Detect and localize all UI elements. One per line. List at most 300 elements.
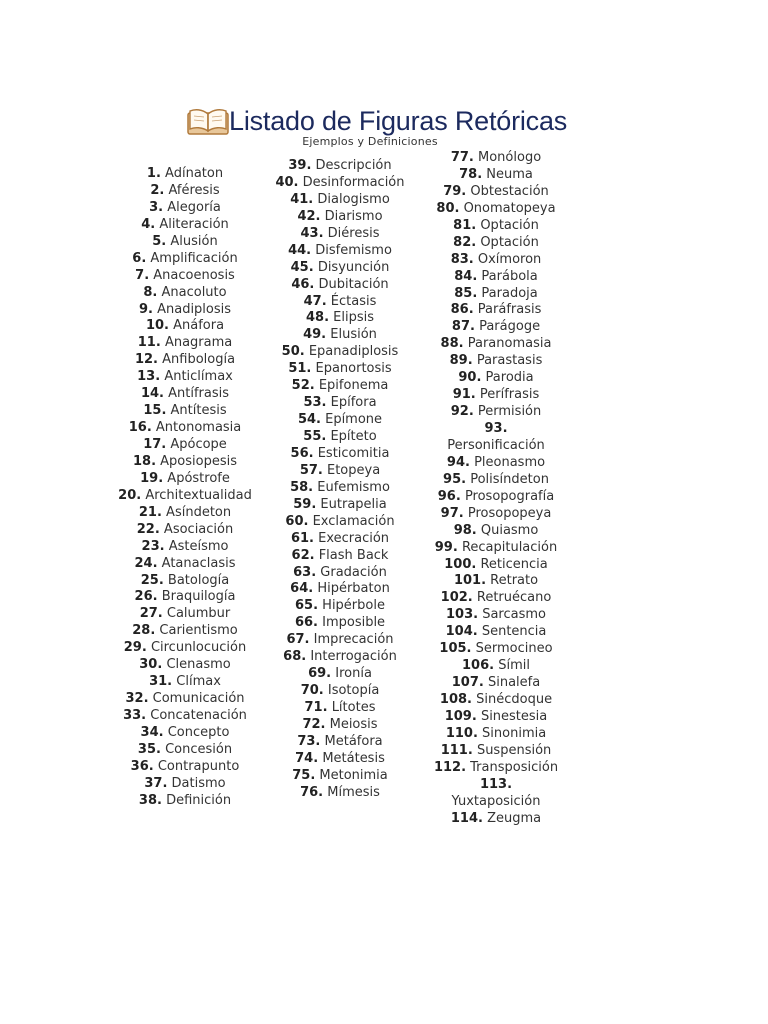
list-item (418, 489, 574, 506)
item-term: Sarcasmo (482, 607, 546, 623)
list-item (262, 632, 418, 649)
list-item (262, 260, 418, 277)
list-item (262, 209, 418, 226)
list-item (108, 268, 262, 285)
item-number: 32. (125, 691, 149, 707)
list-item (262, 531, 418, 548)
item-number: 11. (137, 335, 161, 351)
item-term: Diarismo (324, 208, 383, 224)
list-item (262, 565, 418, 582)
item-number: 10. (145, 318, 169, 334)
list-item (262, 649, 418, 666)
item-number: 78. (459, 166, 483, 182)
list-item (262, 327, 418, 344)
item-number: 17. (143, 437, 167, 452)
list-item (262, 514, 418, 531)
item-term: Hipérbaton (317, 581, 390, 597)
item-number: 40. (275, 174, 299, 190)
item-number: 18. (132, 453, 157, 469)
item-term: Onomatopeya (463, 200, 556, 216)
item-number: 56. (290, 445, 314, 461)
item-term: Sermocineo (475, 641, 553, 657)
list-item (262, 734, 418, 751)
page-title: Listado de Figuras Retóricas (229, 105, 568, 136)
list-item (418, 523, 574, 540)
item-number: 64. (290, 581, 314, 597)
item-number: 42. (297, 208, 321, 224)
item-term: Apócope (170, 437, 227, 452)
item-term: Prosopopeya (467, 505, 552, 521)
list-item (418, 540, 574, 557)
list-item (108, 573, 262, 590)
list-item (108, 488, 262, 505)
list-item (418, 624, 574, 641)
list-item (418, 590, 574, 607)
list-item (108, 335, 262, 352)
item-term: Imprecación (313, 632, 394, 648)
list-item (108, 251, 262, 268)
list-item (108, 759, 262, 776)
item-term: Optación (480, 234, 539, 250)
list-item (262, 243, 418, 260)
column-3 (418, 150, 574, 828)
item-number: 113. (479, 776, 513, 792)
list-item (262, 294, 418, 311)
list-item (108, 657, 262, 674)
list-item (262, 768, 418, 785)
item-term: Braquilogía (161, 589, 236, 605)
list-item (262, 158, 418, 175)
item-term: Sinonimia (482, 725, 547, 741)
item-term: Atanaclasis (161, 555, 236, 571)
list-item (418, 455, 574, 472)
list-item (108, 234, 262, 251)
item-term: Aféresis (168, 182, 220, 198)
list-item (108, 640, 262, 657)
item-number: 60. (285, 513, 309, 529)
list-item (108, 437, 262, 454)
list-item (262, 598, 418, 615)
item-number: 28. (132, 623, 156, 639)
item-term: Sentencia (481, 624, 547, 640)
item-term: Transposición (470, 759, 559, 775)
item-term: Paráfrasis (477, 302, 542, 318)
item-term: Quiasmo (480, 522, 539, 538)
list-item (418, 709, 574, 726)
item-term: Permisión (477, 404, 542, 420)
list-item (418, 336, 574, 353)
item-term: Carientismo (159, 623, 238, 639)
item-number: 43. (300, 225, 324, 241)
item-number: 9. (138, 301, 153, 317)
item-term: Interrogación (310, 649, 397, 665)
item-number: 101. (453, 573, 487, 589)
item-term: Suspensión (476, 742, 552, 758)
list-item (262, 666, 418, 683)
list-item (108, 318, 262, 335)
item-number: 69. (308, 666, 332, 682)
item-number: 39. (288, 158, 312, 173)
list-item (108, 606, 262, 623)
item-term: Architextualidad (145, 487, 252, 503)
list-item (108, 505, 262, 522)
list-item (108, 589, 262, 606)
item-term: Éctasis (330, 293, 377, 309)
item-number: 12. (134, 352, 158, 368)
title-row (187, 104, 567, 138)
list-item (108, 539, 262, 556)
item-number: 46. (291, 276, 315, 292)
item-number: 14. (140, 386, 164, 402)
list-item (418, 302, 574, 319)
item-number: 108. (439, 692, 472, 707)
item-number: 85. (454, 285, 478, 301)
item-number: 6. (132, 250, 147, 266)
list-item (108, 623, 262, 640)
item-term: Anagrama (164, 335, 233, 351)
item-number: 48. (305, 310, 330, 326)
item-number: 30. (139, 657, 163, 673)
list-item (108, 708, 262, 725)
item-number: 97. (440, 505, 464, 521)
list-item (418, 557, 574, 574)
list-item (418, 658, 574, 675)
item-number: 31. (149, 674, 173, 690)
list-item (262, 717, 418, 734)
item-term: Comunicación (152, 691, 245, 707)
list-item (262, 700, 418, 717)
item-term: Símil (498, 658, 530, 674)
item-term: Zeugma (487, 810, 542, 826)
item-term: Retrato (490, 573, 539, 589)
item-number: 110. (445, 725, 478, 741)
item-number: 106. (462, 658, 495, 674)
item-term: Reticencia (480, 556, 548, 572)
item-term: Monólogo (478, 150, 542, 165)
list-item (418, 201, 574, 218)
item-number: 70. (300, 683, 324, 699)
item-term: Lítotes (331, 700, 376, 715)
item-term: Batología (167, 572, 230, 588)
item-term: Dubitación (318, 276, 389, 292)
item-number: 95. (443, 471, 467, 487)
item-term: Imposible (322, 615, 386, 631)
item-number: 94. (446, 454, 470, 470)
item-number: 37. (144, 775, 168, 791)
item-number: 76. (300, 784, 324, 800)
item-term: Alegoría (167, 199, 221, 215)
item-number: 13. (137, 369, 161, 385)
item-term: Obtestación (470, 183, 549, 199)
item-term: Alusión (170, 233, 218, 249)
item-term: Parodia (485, 370, 534, 386)
list-item (108, 369, 262, 386)
list-item (108, 352, 262, 369)
item-term: Clenasmo (166, 657, 231, 673)
item-number: 8. (143, 284, 158, 300)
item-term: Parábola (481, 268, 538, 284)
item-term: Aliteración (159, 216, 229, 232)
list-item (262, 446, 418, 463)
item-term: Desinformación (302, 174, 405, 190)
item-term: Parágoge (479, 319, 541, 335)
item-number: 4. (141, 216, 156, 232)
item-term: Isotopía (327, 683, 380, 699)
item-number: 65. (295, 598, 319, 614)
item-term: Aposiopesis (160, 453, 238, 469)
item-number: 25. (140, 572, 164, 588)
column-2 (262, 158, 418, 802)
item-term: Oxímoron (477, 251, 542, 267)
item-term: Epímone (325, 412, 383, 428)
list-item (262, 548, 418, 565)
item-term: Metáfora (324, 733, 383, 749)
list-item (418, 370, 574, 387)
item-term: Flash Back (318, 547, 389, 563)
item-term: Retruécano (476, 590, 552, 606)
list-item (418, 167, 574, 184)
item-term: Asíndeton (166, 504, 232, 520)
item-number: 7. (135, 267, 150, 283)
list-item (418, 235, 574, 252)
item-term: Eutrapelia (320, 496, 387, 512)
list-item (262, 175, 418, 192)
item-term: Apóstrofe (167, 470, 230, 486)
item-term: Definición (166, 792, 232, 808)
item-term: Yuxtaposición (451, 793, 541, 809)
list-item (418, 692, 574, 709)
item-number: 84. (454, 268, 478, 284)
item-number: 102. (440, 590, 473, 606)
item-term: Exclamación (312, 513, 395, 529)
item-term: Disfemismo (315, 242, 392, 258)
item-term: Diéresis (327, 225, 380, 241)
list-item (418, 811, 574, 828)
list-item (262, 429, 418, 446)
item-number: 73. (297, 733, 321, 749)
list-item (262, 463, 418, 480)
item-term: Polisíndeton (470, 471, 549, 487)
item-number: 80. (436, 200, 460, 216)
item-number: 77. (450, 150, 474, 165)
item-number: 91. (452, 387, 476, 403)
list-item (418, 387, 574, 404)
list-item (262, 615, 418, 632)
item-number: 24. (134, 555, 158, 571)
list-item (262, 310, 418, 327)
list-item (108, 674, 262, 691)
list-item (418, 184, 574, 201)
list-item (262, 277, 418, 294)
item-number: 51. (288, 361, 312, 377)
list-item (418, 573, 574, 590)
item-number: 82. (453, 234, 477, 250)
item-number: 22. (136, 521, 160, 537)
item-term: Paradoja (481, 285, 538, 301)
item-term: Circunlocución (150, 640, 247, 656)
item-number: 53. (303, 395, 327, 411)
item-term: Anfibología (162, 352, 236, 368)
list-item (108, 386, 262, 403)
item-number: 75. (292, 767, 316, 783)
list-item (262, 412, 418, 429)
item-term: Pleonasmo (474, 454, 546, 470)
item-number: 50. (281, 344, 305, 360)
list-item (108, 166, 262, 183)
item-term: Anáfora (173, 318, 225, 334)
item-number: 3. (149, 199, 164, 215)
item-number: 66. (294, 615, 318, 631)
item-number: 90. (458, 370, 482, 386)
item-term: Personificación (447, 437, 545, 453)
document-header (0, 100, 768, 160)
item-number: 93. (484, 421, 508, 436)
item-number: 19. (140, 470, 164, 486)
item-term: Adínaton (165, 166, 224, 181)
list-item (262, 480, 418, 497)
list-item (108, 776, 262, 793)
list-item (108, 471, 262, 488)
list-item (418, 286, 574, 303)
item-term: Ironía (335, 666, 372, 682)
item-number: 45. (290, 259, 314, 275)
item-number: 103. (446, 607, 479, 623)
item-term: Anacoluto (161, 284, 227, 300)
item-term: Epanortosis (315, 361, 392, 377)
list-item (418, 506, 574, 523)
item-term: Anticlímax (164, 369, 233, 385)
item-term: Concepto (167, 724, 230, 740)
item-term: Dialogismo (317, 191, 390, 207)
item-number: 44. (288, 242, 312, 258)
item-number: 61. (290, 530, 314, 546)
list-item (418, 760, 574, 777)
item-term: Anadiplosis (157, 301, 232, 317)
list-item (262, 497, 418, 514)
list-item (418, 777, 574, 811)
item-number: 81. (453, 217, 477, 233)
list-item (108, 454, 262, 471)
item-term: Esticomitia (317, 445, 390, 461)
item-term: Asociación (163, 521, 234, 537)
item-number: 54. (297, 412, 321, 428)
list-item (418, 353, 574, 370)
item-term: Epifonema (318, 378, 389, 394)
list-item (262, 581, 418, 598)
list-item (418, 404, 574, 421)
item-term: Sinalefa (487, 675, 541, 691)
list-item (108, 522, 262, 539)
item-number: 35. (137, 741, 161, 757)
item-number: 33. (123, 708, 147, 723)
list-item (418, 421, 574, 455)
list-item (108, 742, 262, 759)
item-term: Mímesis (327, 784, 380, 800)
list-item (418, 675, 574, 692)
item-number: 63. (293, 564, 317, 580)
item-number: 105. (439, 641, 472, 657)
list-item (108, 420, 262, 437)
item-number: 58. (290, 479, 314, 495)
item-term: Clímax (176, 674, 221, 690)
item-term: Meiosis (329, 716, 378, 732)
item-term: Epanadiplosis (308, 344, 399, 360)
list-item (108, 302, 262, 319)
item-term: Paranomasia (467, 336, 552, 352)
item-number: 67. (286, 632, 310, 648)
list-item (418, 641, 574, 658)
item-term: Elipsis (333, 310, 375, 326)
item-term: Neuma (486, 166, 533, 182)
list-item (418, 150, 574, 167)
item-term: Disyunción (317, 259, 390, 275)
item-term: Sinécdoque (476, 692, 553, 707)
item-number: 52. (291, 378, 315, 394)
open-book-icon (187, 106, 229, 136)
item-number: 21. (138, 504, 162, 520)
list-item (262, 751, 418, 768)
item-term: Elusión (330, 327, 377, 343)
item-number: 112. (433, 759, 467, 775)
item-number: 1. (146, 166, 161, 181)
item-term: Concatenación (150, 708, 247, 723)
list-item (108, 793, 262, 810)
item-term: Recapitulación (461, 539, 558, 555)
item-number: 2. (150, 182, 165, 198)
item-number: 68. (283, 649, 307, 665)
item-term: Perífrasis (479, 387, 540, 403)
item-number: 98. (453, 522, 477, 538)
list-item (418, 319, 574, 336)
list-item (418, 218, 574, 235)
item-number: 23. (141, 538, 165, 554)
item-number: 111. (440, 742, 473, 758)
list-item (108, 285, 262, 302)
list-item (262, 361, 418, 378)
item-term: Antonomasia (155, 420, 242, 436)
item-number: 109. (444, 708, 477, 724)
list-item (262, 683, 418, 700)
item-term: Descripción (315, 158, 392, 173)
list-item (262, 192, 418, 209)
item-term: Hipérbole (322, 598, 385, 614)
item-number: 100. (444, 556, 477, 572)
item-number: 47. (303, 293, 327, 309)
item-number: 96. (437, 488, 461, 504)
item-term: Datismo (171, 775, 226, 791)
item-number: 15. (143, 403, 167, 419)
list-item (262, 395, 418, 412)
item-number: 83. (450, 251, 474, 267)
item-term: Antítesis (170, 403, 227, 419)
item-number: 38. (138, 792, 162, 808)
item-term: Etopeya (326, 462, 381, 478)
list-item (108, 725, 262, 742)
item-number: 79. (443, 183, 467, 199)
list-item (418, 726, 574, 743)
item-number: 92. (450, 404, 474, 420)
list-item (108, 200, 262, 217)
item-term: Gradación (320, 564, 387, 580)
column-1 (108, 166, 262, 810)
item-number: 88. (440, 336, 464, 352)
item-number: 89. (449, 353, 473, 369)
item-number: 86. (450, 302, 474, 318)
item-number: 74. (295, 750, 319, 766)
item-term: Sinestesia (480, 708, 548, 724)
item-number: 104. (445, 624, 478, 640)
item-term: Amplificación (150, 250, 238, 266)
